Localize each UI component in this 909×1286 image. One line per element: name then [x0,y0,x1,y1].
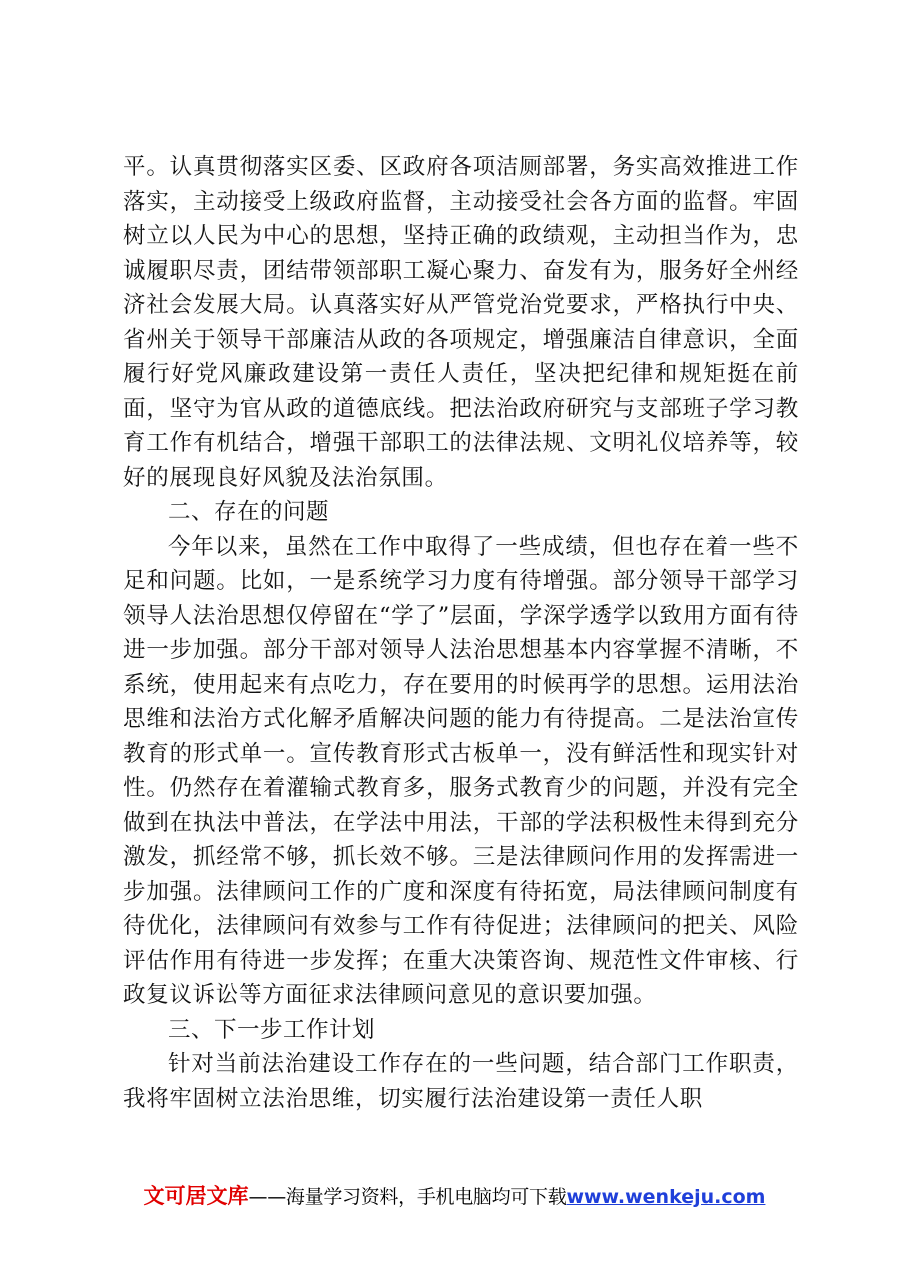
footer-brand: 文可居文库 [143,1184,249,1208]
paragraph-next-plan: 针对当前法治建设工作存在的一些问题，结合部门工作职责，我将牢固树立法治思维，切实履行法治建设第一责任人职 [123,1051,799,1112]
paragraph-continuation: 平。认真贯彻落实区委、区政府各项洁厕部署，务实高效推进工作落实，主动接受上级政府监督，主动接受社会各方面的监督。牢固树立以人民为中心的思想，坚持正确的政绩观，主动担当作为，忠诚履职尽责，团结带领部职工凝心聚力、奋发有为，服务好全州经济社会发展大局。认真落实好从严管党治党要求，严格执行中央、省州关于领导干部廉洁从政的各项规定，增强廉洁自律意识，全面履行好党风廉政建设第一责任人责任，坚决把纪律和规矩挺在前面，坚守为官从政的道德底线。把法治政府研究与支部班子学习教育工作有机结合，增强干部职工的法律法规、文明礼仪培养等，较好的展现良好风貌及法治氛围。 [123,154,799,491]
paragraph-problems: 今年以来，虽然在工作中取得了一些成绩，但也存在着一些不足和问题。比如，一是系统学习力度有待增强。部分领导干部学习领导人法治思想仅停留在“学了”层面，学深学透学以致用方面有待进一步加强。部分干部对领导人法治思想基本内容掌握不清晰，不系统，使用起来有点吃力，存在要用的时候再学的思想。运用法治思维和法治方式化解矛盾解决问题的能力有待提高。二是法治宣传教育的形式单一。宣传教育形式古板单一，没有鲜活性和现实针对性。仍然存在着灌输式教育多，服务式教育少的问题，并没有完全做到在执法中普法，在学法中用法，干部的学法积极性未得到充分激发，抓经常不够，抓长效不够。三是法律顾问作用的发挥需进一步加强。法律顾问工作的广度和深度有待拓宽，局法律顾问制度有待优化，法律顾问有效参与工作有待促进；法律顾问的把关、风险评估作用有待进一步发挥；在重大决策咨询、规范性文件审核、行政复议诉讼等方面征求法律顾问意见的意识要加强。 [123,533,799,1008]
footer-url-link[interactable]: www.wenkeju.com [566,1186,766,1208]
footer-banner [0,1183,909,1210]
footer-tagline: ——海量学习资料，手机电脑均可下载 [248,1186,567,1208]
section-heading-next-plan: 三、下一步工作计划 [168,1016,376,1043]
section-heading-problems: 二、存在的问题 [168,499,330,525]
document-body [123,150,799,1116]
